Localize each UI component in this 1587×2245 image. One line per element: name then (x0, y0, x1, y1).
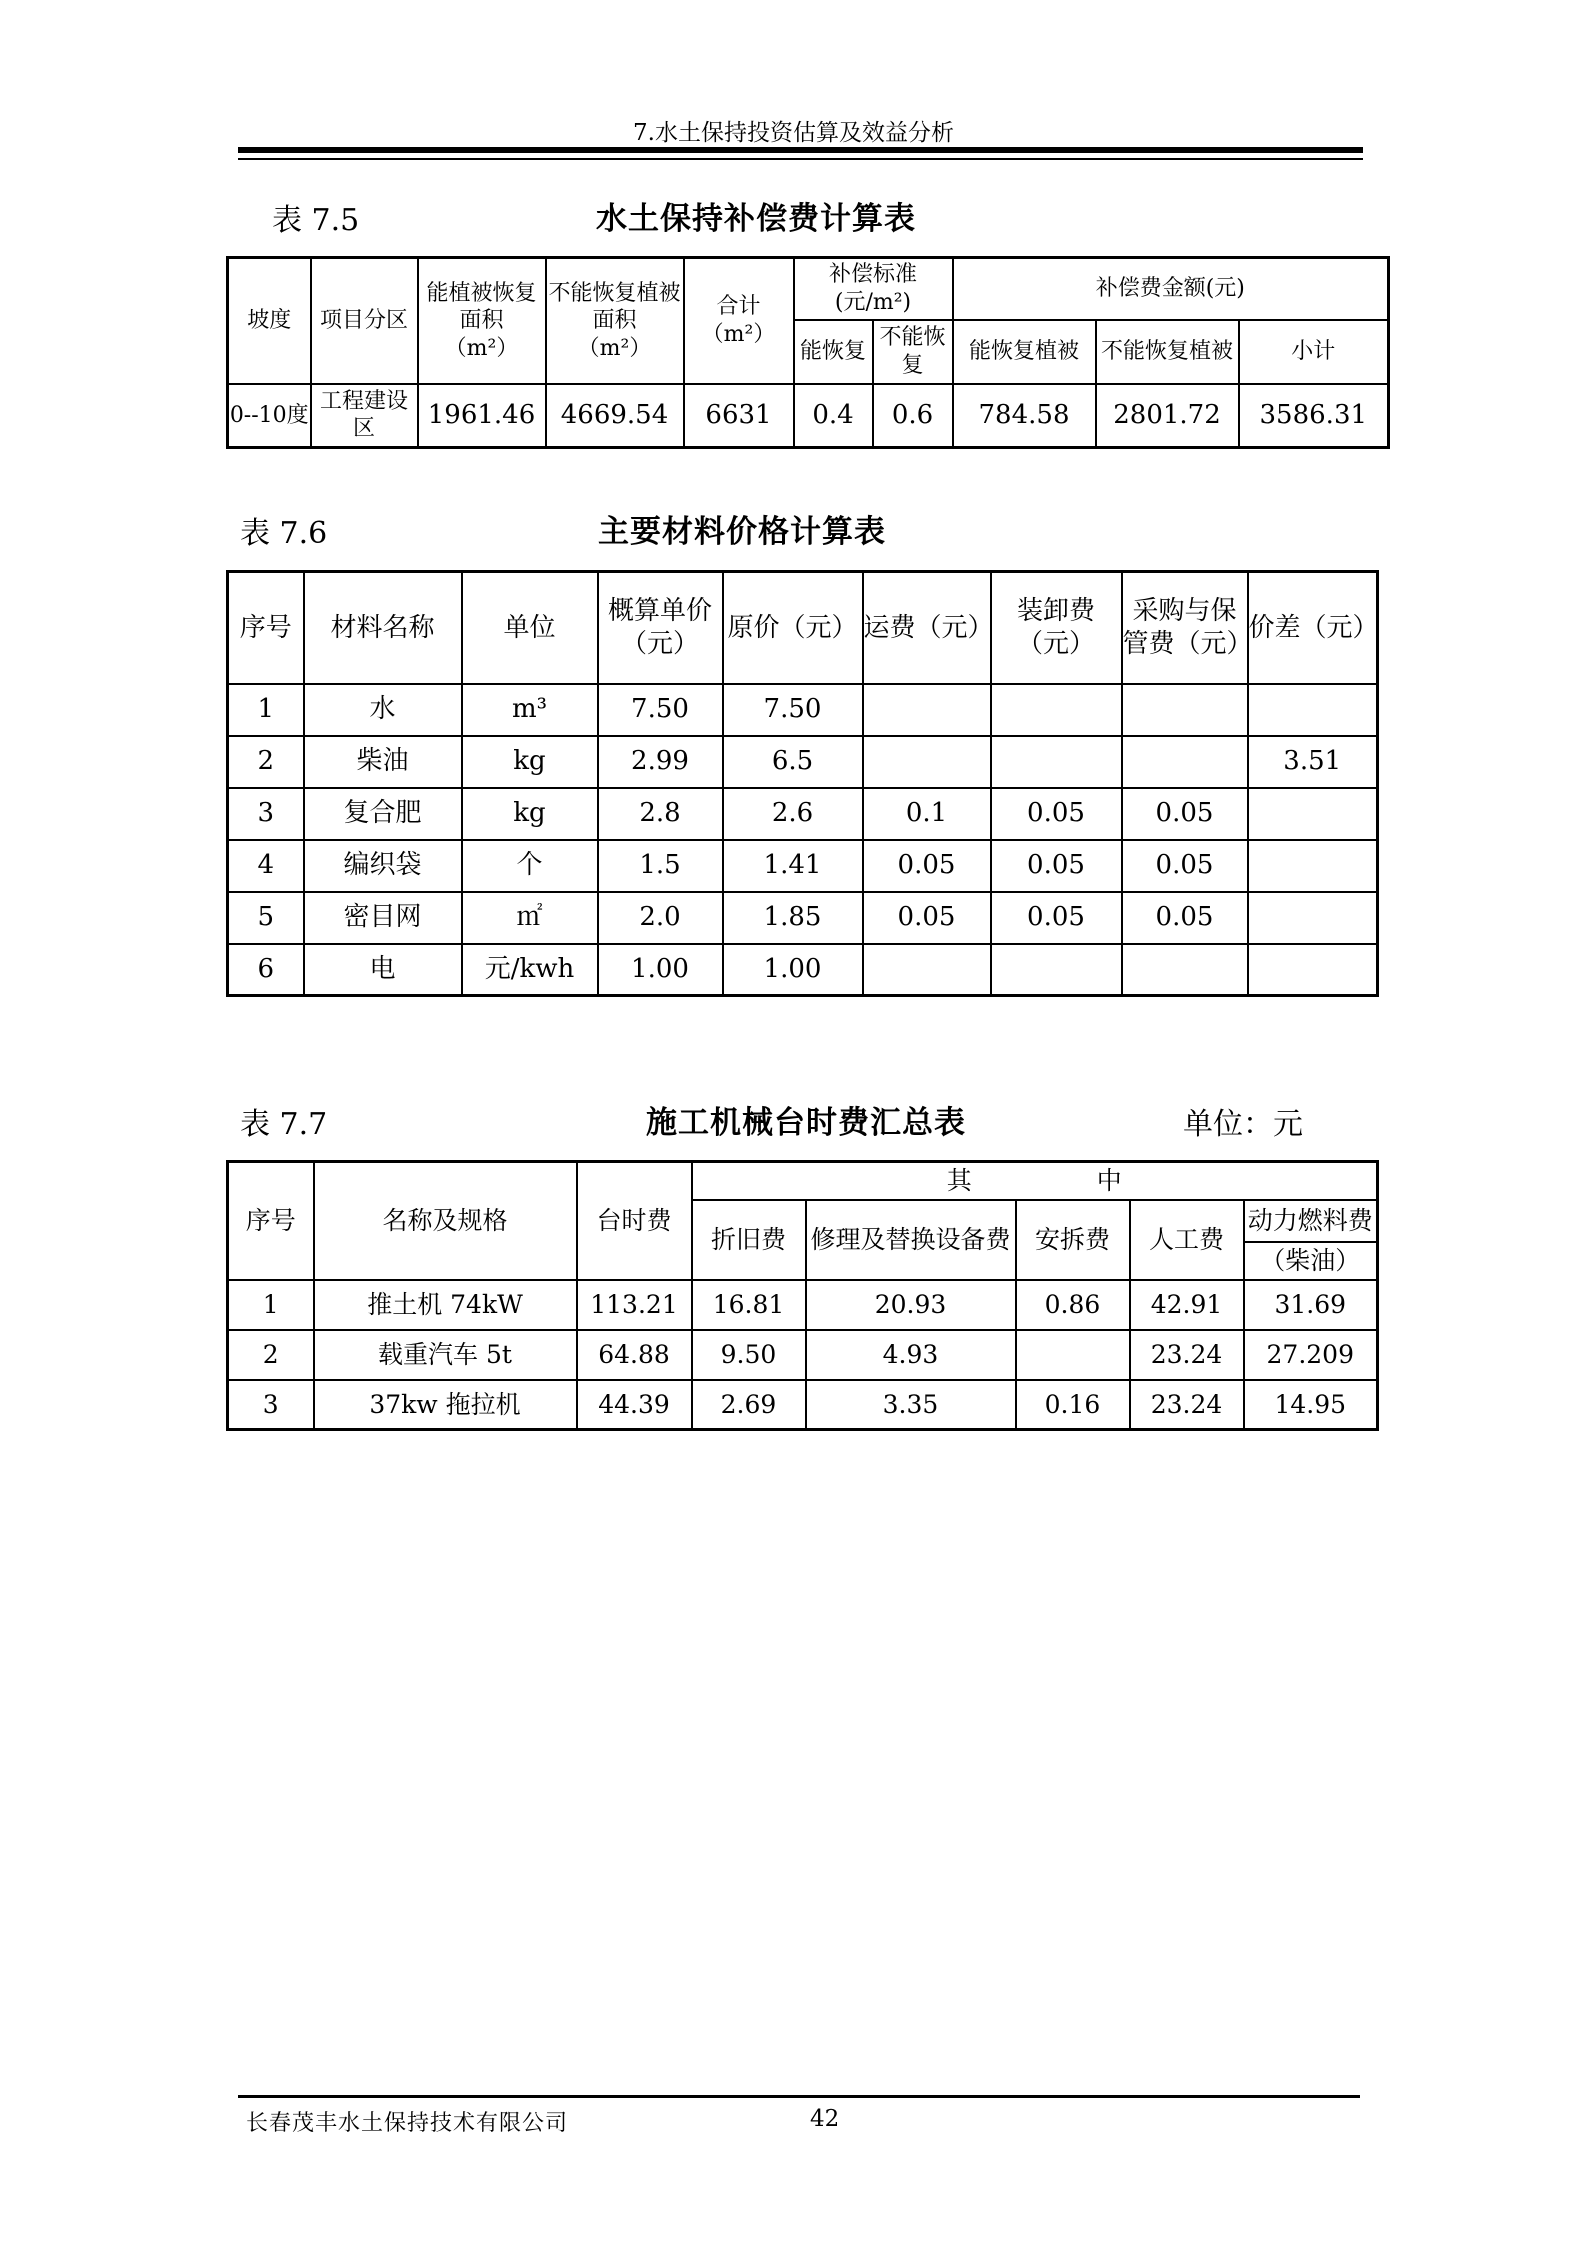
cell-original-price: 7.50 (723, 684, 863, 736)
cell-original-price: 2.6 (723, 788, 863, 840)
header-subtotal: 小计 (1239, 320, 1389, 384)
cell-labor: 42.91 (1130, 1280, 1244, 1330)
header-fuel-note: （柴油） (1244, 1242, 1378, 1280)
cell-freight (863, 684, 991, 736)
cell-labor: 23.24 (1130, 1380, 1244, 1430)
cell-zone: 工程建设区 (311, 384, 418, 448)
header-budget-price: 概算单价（元） (598, 572, 723, 684)
header-labor: 人工费 (1130, 1200, 1244, 1280)
cell-difference (1248, 684, 1378, 736)
table-7-7-title: 施工机械台时费汇总表 (646, 1105, 966, 1141)
header-total: 合计 （m²） (684, 258, 794, 384)
header-no: 序号 (228, 572, 304, 684)
header-zone: 项目分区 (311, 258, 418, 384)
cell-name: 37kw 拖拉机 (314, 1380, 577, 1430)
cell-no: 4 (228, 840, 304, 892)
header-standard: 补偿标准(元/m²) (794, 258, 953, 320)
cell-handling (991, 736, 1122, 788)
cell-unit: ㎡ (462, 892, 598, 944)
cell-freight (863, 736, 991, 788)
cell-area-recoverable: 1961.46 (418, 384, 546, 448)
cell-difference (1248, 892, 1378, 944)
cell-std-recoverable: 0.4 (794, 384, 873, 448)
cell-original-price: 6.5 (723, 736, 863, 788)
footer-rule (238, 2095, 1360, 2098)
header-freight: 运费（元） (863, 572, 991, 684)
header-original-price: 原价（元） (723, 572, 863, 684)
table-7-6-number: 表 7.6 (240, 516, 328, 551)
cell-handling: 0.05 (991, 840, 1122, 892)
header-name: 材料名称 (304, 572, 462, 684)
table-7-7-number: 表 7.7 (240, 1107, 328, 1142)
cell-no: 1 (228, 1280, 314, 1330)
cell-freight: 0.05 (863, 840, 991, 892)
cell-labor: 23.24 (1130, 1330, 1244, 1380)
cell-name: 编织袋 (304, 840, 462, 892)
material-price-table (226, 570, 1379, 997)
cell-freight: 0.1 (863, 788, 991, 840)
cell-amt-nonrecoverable: 2801.72 (1096, 384, 1239, 448)
header-no: 序号 (228, 1162, 314, 1280)
header-depreciation: 折旧费 (692, 1200, 806, 1280)
cell-no: 3 (228, 788, 304, 840)
cell-original-price: 1.41 (723, 840, 863, 892)
cell-budget-price: 1.5 (598, 840, 723, 892)
header-slope: 坡度 (228, 258, 311, 384)
cell-no: 6 (228, 944, 304, 996)
header-amt-nonrecoverable: 不能恢复植被 (1096, 320, 1239, 384)
cell-procurement: 0.05 (1122, 788, 1248, 840)
header-difference: 价差（元） (1248, 572, 1378, 684)
header-rule-thick (238, 147, 1363, 153)
table-row (228, 684, 1378, 736)
table-7-6-title: 主要材料价格计算表 (598, 514, 886, 550)
cell-hourly: 64.88 (577, 1330, 692, 1380)
footer-company-name: 长春茂丰水土保持技术有限公司 (246, 2111, 569, 2136)
table-7-5-title: 水土保持补偿费计算表 (596, 201, 916, 237)
cell-budget-price: 2.8 (598, 788, 723, 840)
table-row (228, 892, 1378, 944)
cell-std-nonrecoverable: 0.6 (873, 384, 953, 448)
cell-install: 0.86 (1016, 1280, 1130, 1330)
cell-freight: 0.05 (863, 892, 991, 944)
header-std-recoverable: 能恢复 (794, 320, 873, 384)
page-header-title: 7.水土保持投资估算及效益分析 (633, 120, 954, 146)
cell-depreciation: 2.69 (692, 1380, 806, 1430)
cell-freight (863, 944, 991, 996)
header-rule-thin (238, 158, 1363, 160)
cell-procurement (1122, 736, 1248, 788)
cell-budget-price: 2.0 (598, 892, 723, 944)
cell-slope: 0--10度 (228, 384, 311, 448)
cell-repair: 4.93 (806, 1330, 1016, 1380)
cell-name: 柴油 (304, 736, 462, 788)
page-number: 42 (810, 2106, 840, 2132)
table-row (228, 840, 1378, 892)
cell-original-price: 1.00 (723, 944, 863, 996)
cell-procurement: 0.05 (1122, 840, 1248, 892)
cell-repair: 20.93 (806, 1280, 1016, 1330)
cell-name: 电 (304, 944, 462, 996)
cell-original-price: 1.85 (723, 892, 863, 944)
cell-fuel: 31.69 (1244, 1280, 1378, 1330)
cell-depreciation: 9.50 (692, 1330, 806, 1380)
header-handling: 装卸费（元） (991, 572, 1122, 684)
cell-handling (991, 944, 1122, 996)
cell-name: 水 (304, 684, 462, 736)
cell-difference (1248, 840, 1378, 892)
cell-no: 3 (228, 1380, 314, 1430)
header-name: 名称及规格 (314, 1162, 577, 1280)
cell-unit: kg (462, 736, 598, 788)
header-procurement: 采购与保管费（元） (1122, 572, 1248, 684)
header-unit: 单位 (462, 572, 598, 684)
cell-install: 0.16 (1016, 1380, 1130, 1430)
cell-handling (991, 684, 1122, 736)
cell-name: 载重汽车 5t (314, 1330, 577, 1380)
cell-no: 2 (228, 1330, 314, 1380)
cell-amt-recoverable: 784.58 (953, 384, 1096, 448)
cell-repair: 3.35 (806, 1380, 1016, 1430)
cell-budget-price: 1.00 (598, 944, 723, 996)
table-row (228, 384, 1389, 448)
table-7-7-unit: 单位：元 (1183, 1107, 1303, 1142)
compensation-fee-table (226, 256, 1390, 449)
cell-procurement (1122, 684, 1248, 736)
cell-difference (1248, 944, 1378, 996)
cell-hourly: 44.39 (577, 1380, 692, 1430)
header-repair: 修理及替换设备费 (806, 1200, 1016, 1280)
cell-unit: kg (462, 788, 598, 840)
cell-hourly: 113.21 (577, 1280, 692, 1330)
table-7-5-number: 表 7.5 (272, 203, 360, 238)
cell-area-nonrecoverable: 4669.54 (546, 384, 684, 448)
table-row (228, 1330, 1378, 1380)
header-hourly: 台时费 (577, 1162, 692, 1280)
cell-name: 推土机 74kW (314, 1280, 577, 1330)
cell-unit: 个 (462, 840, 598, 892)
table-row (228, 944, 1378, 996)
header-amt-recoverable: 能恢复植被 (953, 320, 1096, 384)
table-row (228, 1280, 1378, 1330)
cell-fuel: 14.95 (1244, 1380, 1378, 1430)
cell-no: 1 (228, 684, 304, 736)
cell-handling: 0.05 (991, 892, 1122, 944)
cell-fuel: 27.209 (1244, 1330, 1378, 1380)
cell-no: 5 (228, 892, 304, 944)
header-amount: 补偿费金额(元) (953, 258, 1389, 320)
header-area-recoverable: 能植被恢复面积 （m²） (418, 258, 546, 384)
cell-name: 复合肥 (304, 788, 462, 840)
cell-difference: 3.51 (1248, 736, 1378, 788)
cell-subtotal: 3586.31 (1239, 384, 1389, 448)
cell-unit: 元/kwh (462, 944, 598, 996)
cell-depreciation: 16.81 (692, 1280, 806, 1330)
cell-difference (1248, 788, 1378, 840)
header-group: 其 中 (692, 1162, 1378, 1200)
cell-handling: 0.05 (991, 788, 1122, 840)
header-std-nonrecoverable: 不能恢复 (873, 320, 953, 384)
table-row (228, 736, 1378, 788)
cell-unit: m³ (462, 684, 598, 736)
cell-procurement (1122, 944, 1248, 996)
table-row (228, 788, 1378, 840)
header-fuel: 动力燃料费 (1244, 1200, 1378, 1242)
cell-install (1016, 1330, 1130, 1380)
cell-budget-price: 2.99 (598, 736, 723, 788)
cell-no: 2 (228, 736, 304, 788)
cell-name: 密目网 (304, 892, 462, 944)
cell-budget-price: 7.50 (598, 684, 723, 736)
header-install: 安拆费 (1016, 1200, 1130, 1280)
cell-procurement: 0.05 (1122, 892, 1248, 944)
table-row (228, 1380, 1378, 1430)
cell-total: 6631 (684, 384, 794, 448)
header-area-nonrecoverable: 不能恢复植被面积 （m²） (546, 258, 684, 384)
machinery-hourly-cost-table (226, 1160, 1379, 1431)
